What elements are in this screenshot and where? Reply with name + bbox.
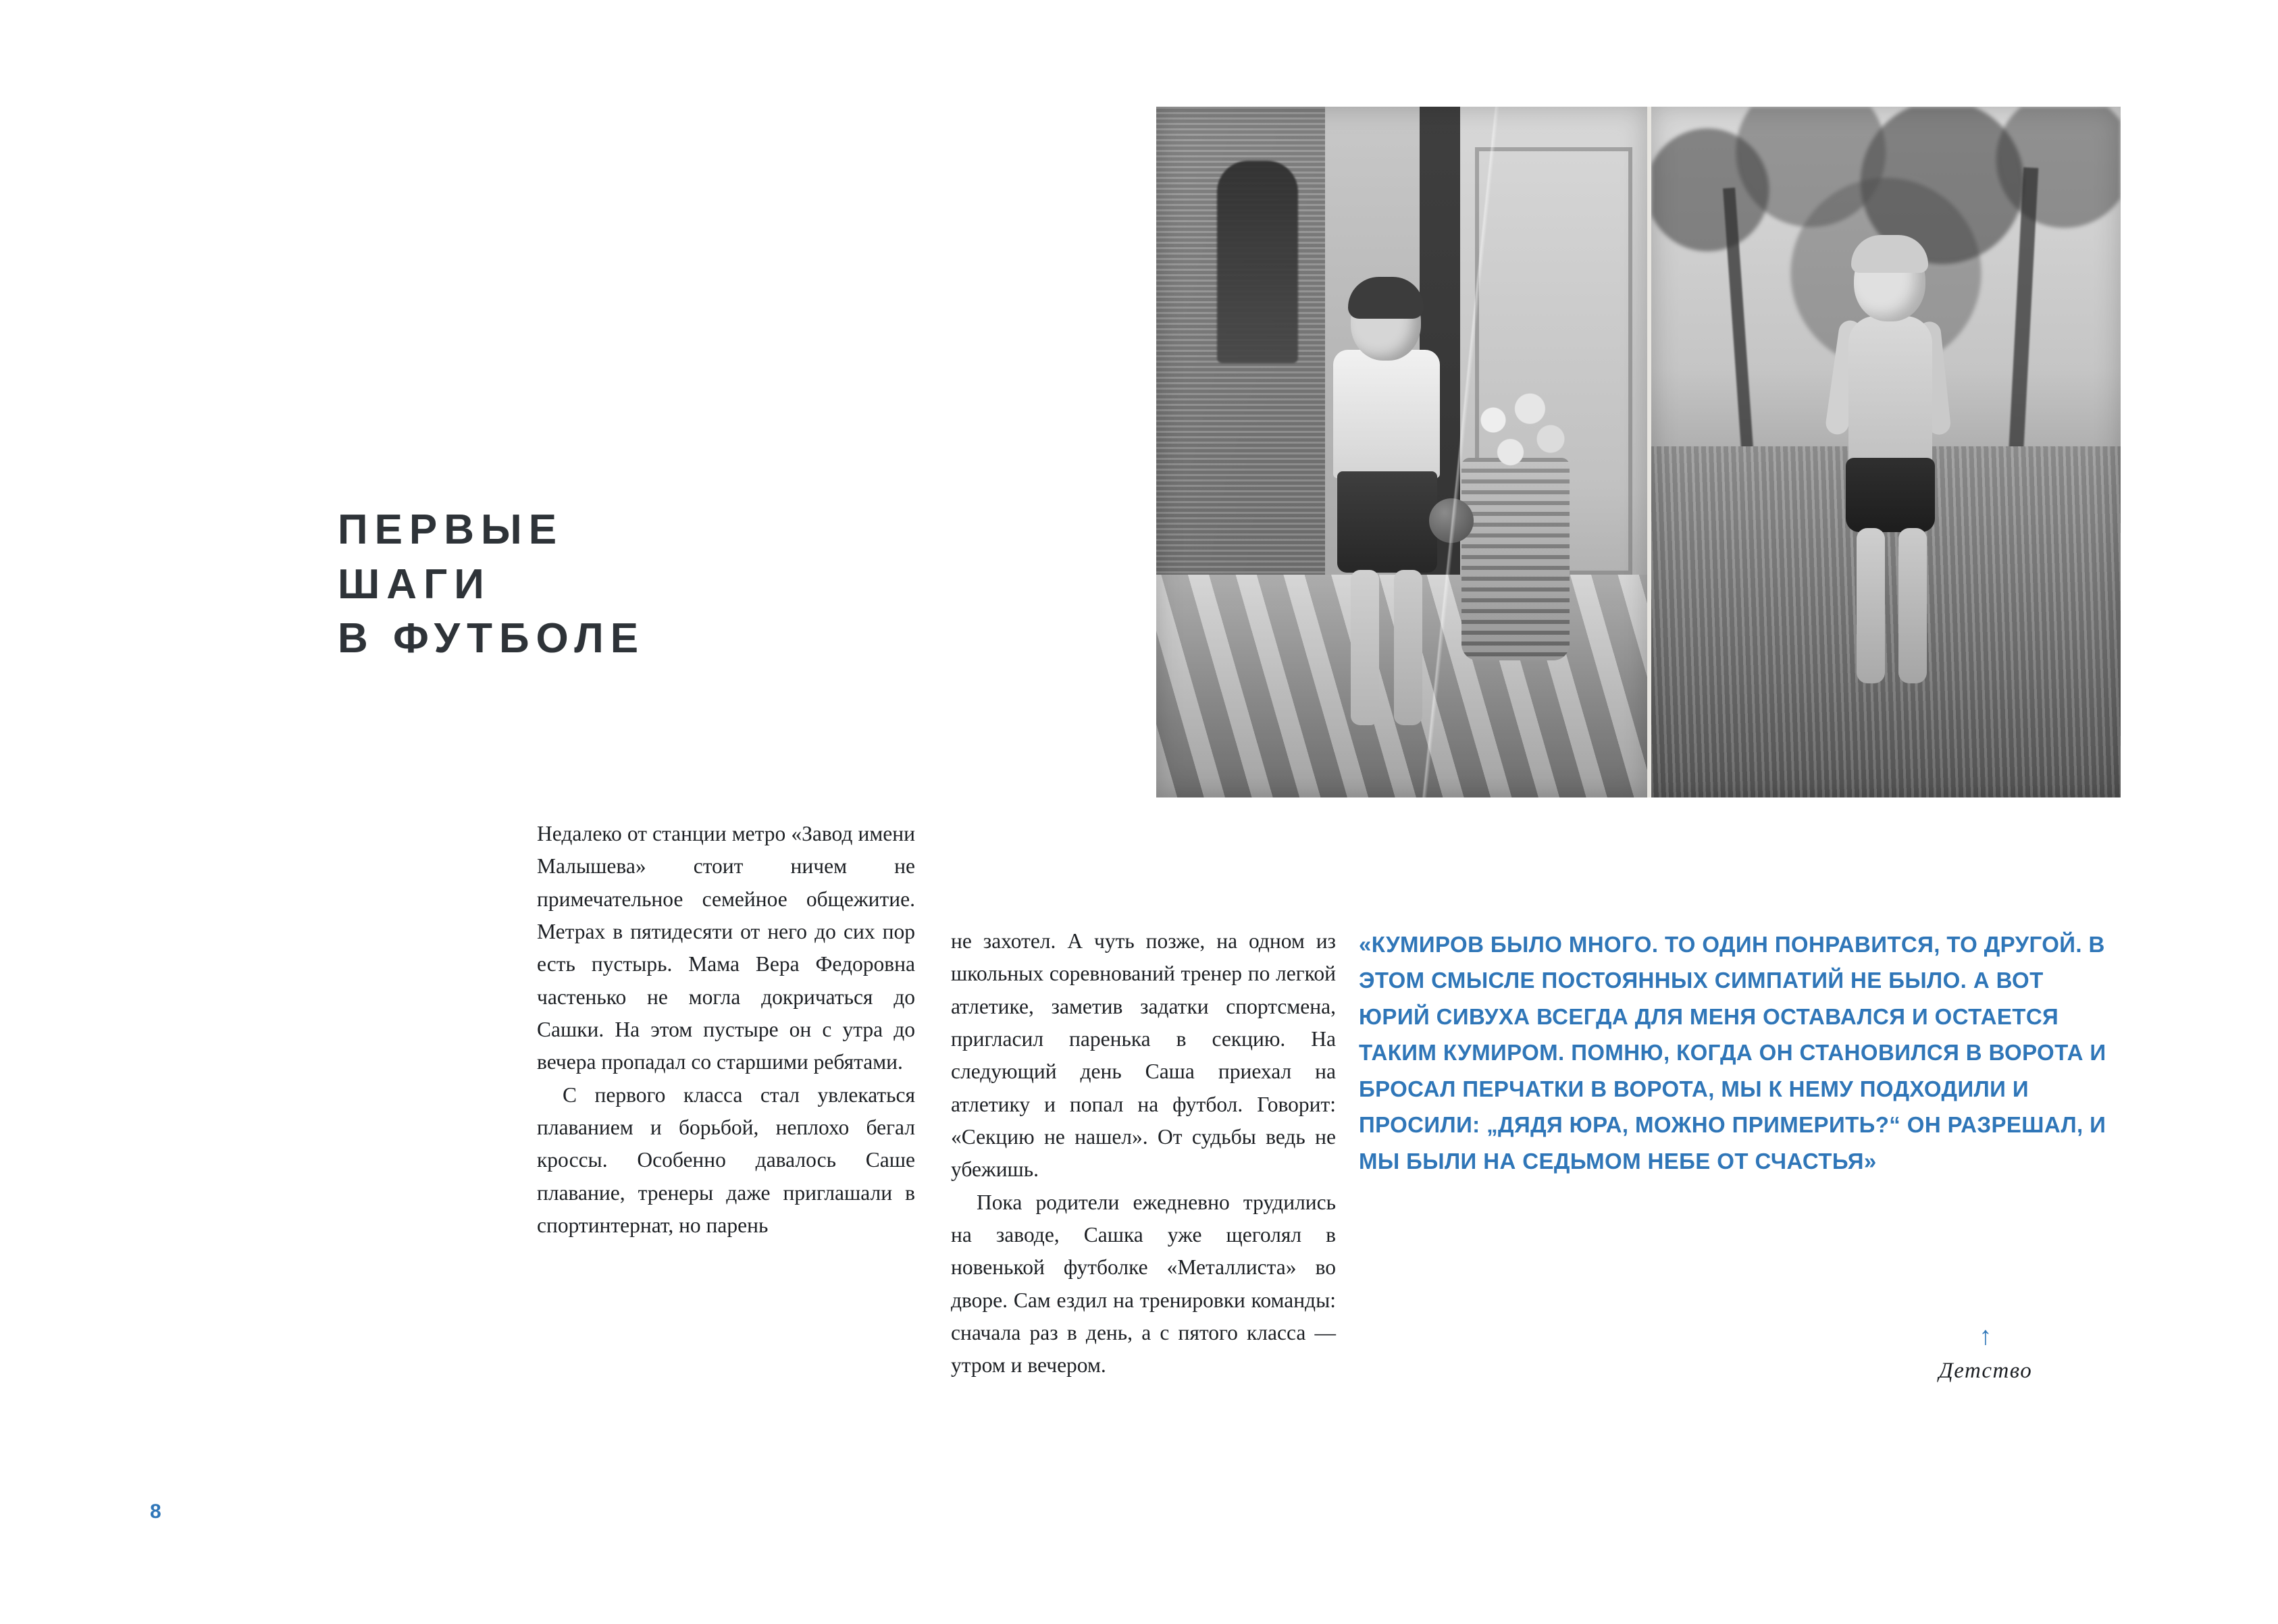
page-title — [338, 503, 946, 666]
photo-toddler-garden — [1651, 107, 2121, 797]
page-title-line-2: ШАГИ — [338, 560, 491, 608]
paragraph: не захотел. А чуть позже, на одном из школьных соревнований тренер по легкой атлетике, заметив задатки спортсмена, пригласил паренька в секцию. На следующий день Саша приехал на атлетику и попал на футбол. Говорит: «Секцию не нашел». От судьбы ведь не убежишь. — [951, 929, 1336, 1182]
paragraph: С первого класса стал увлекаться плаванием и борьбой, неплохо бегал кроссы. Особенно давалось Саше плавание, тренеры даже приглашали в спортинтернат, но парень — [537, 1082, 915, 1238]
photo-caption — [1871, 1324, 2100, 1384]
photo-boy-leg-right — [1394, 570, 1422, 725]
pull-quote: «КУМИРОВ БЫЛО МНОГО. ТО ОДИН ПОНРАВИТСЯ, ТО ДРУГОЙ. В ЭТОМ СМЫСЛЕ ПОСТОЯННЫХ СИМПАТИЙ НЕ БЫЛО. А ВОТ ЮРИЙ СИВУХА ВСЕГДА ДЛЯ МЕНЯ ОСТАВАЛСЯ И ОСТАЕТСЯ ТАКИМ КУМИРОМ. ПОМНЮ, КОГДА ОН СТАНОВИЛСЯ В ВОРОТА И БРОСАЛ ПЕРЧАТКИ В ВОРОТА, МЫ К НЕМУ ПОДХОДИЛИ И ПРОСИЛИ: „ДЯДЯ ЮРА, МОЖНО ПРИМЕРИТЬ?“ ОН РАЗРЕШАЛ, И МЫ БЫЛИ НА СЕДЬМОМ НЕБЕ ОТ СЧАСТЬЯ» — [1359, 932, 2106, 1174]
photo-toddler-leg-right — [1898, 528, 1927, 683]
page-number: 8 — [150, 1500, 161, 1523]
photo-boy-leg-left — [1351, 570, 1379, 725]
photo-basket — [1461, 458, 1570, 660]
page-title-line-1: ПЕРВЫЕ — [338, 506, 564, 553]
photo-block — [1156, 107, 2121, 797]
body-column-middle — [951, 925, 1336, 1382]
photo-toddler-torso — [1848, 316, 1932, 478]
page-title-line-3: В ФУТБОЛЕ — [338, 615, 646, 662]
photo-boy-shirt — [1333, 350, 1440, 478]
photo-flowers — [1459, 382, 1574, 477]
photo-ball — [1429, 498, 1474, 543]
photo-toddler-hair — [1851, 235, 1928, 273]
photo-background-figure — [1217, 161, 1298, 363]
paragraph: Пока родители ежедневно трудились на заводе, Сашка уже щеголял в новенькой футболке «Металлиста» во дворе. Сам ездил на тренировки команды: сначала раз в день, а с пятого класса — утром и вечером. — [951, 1190, 1336, 1378]
photo-boy-shorts — [1337, 471, 1437, 573]
photo-boy-hair — [1348, 277, 1424, 319]
arrow-up-icon: ↑ — [1979, 1322, 1992, 1351]
paragraph: Недалеко от станции метро «Завод имени Малышева» стоит ничем не примечательное семейное общежитие. Метрах в пятидесяти от него до сих пор есть пустырь. Мама Вера Федоровна частенько не могла докричаться до Сашки. На этом пустыре он с утра до вечера пропадал со старшими ребятами. — [537, 822, 915, 1074]
photo-toddler-leg-left — [1857, 528, 1885, 683]
body-column-left — [537, 818, 915, 1242]
photo-boy-indoors — [1156, 107, 1647, 797]
photo-caption-text: Детство — [1938, 1359, 2033, 1383]
photo-toddler-trunks — [1846, 458, 1935, 532]
